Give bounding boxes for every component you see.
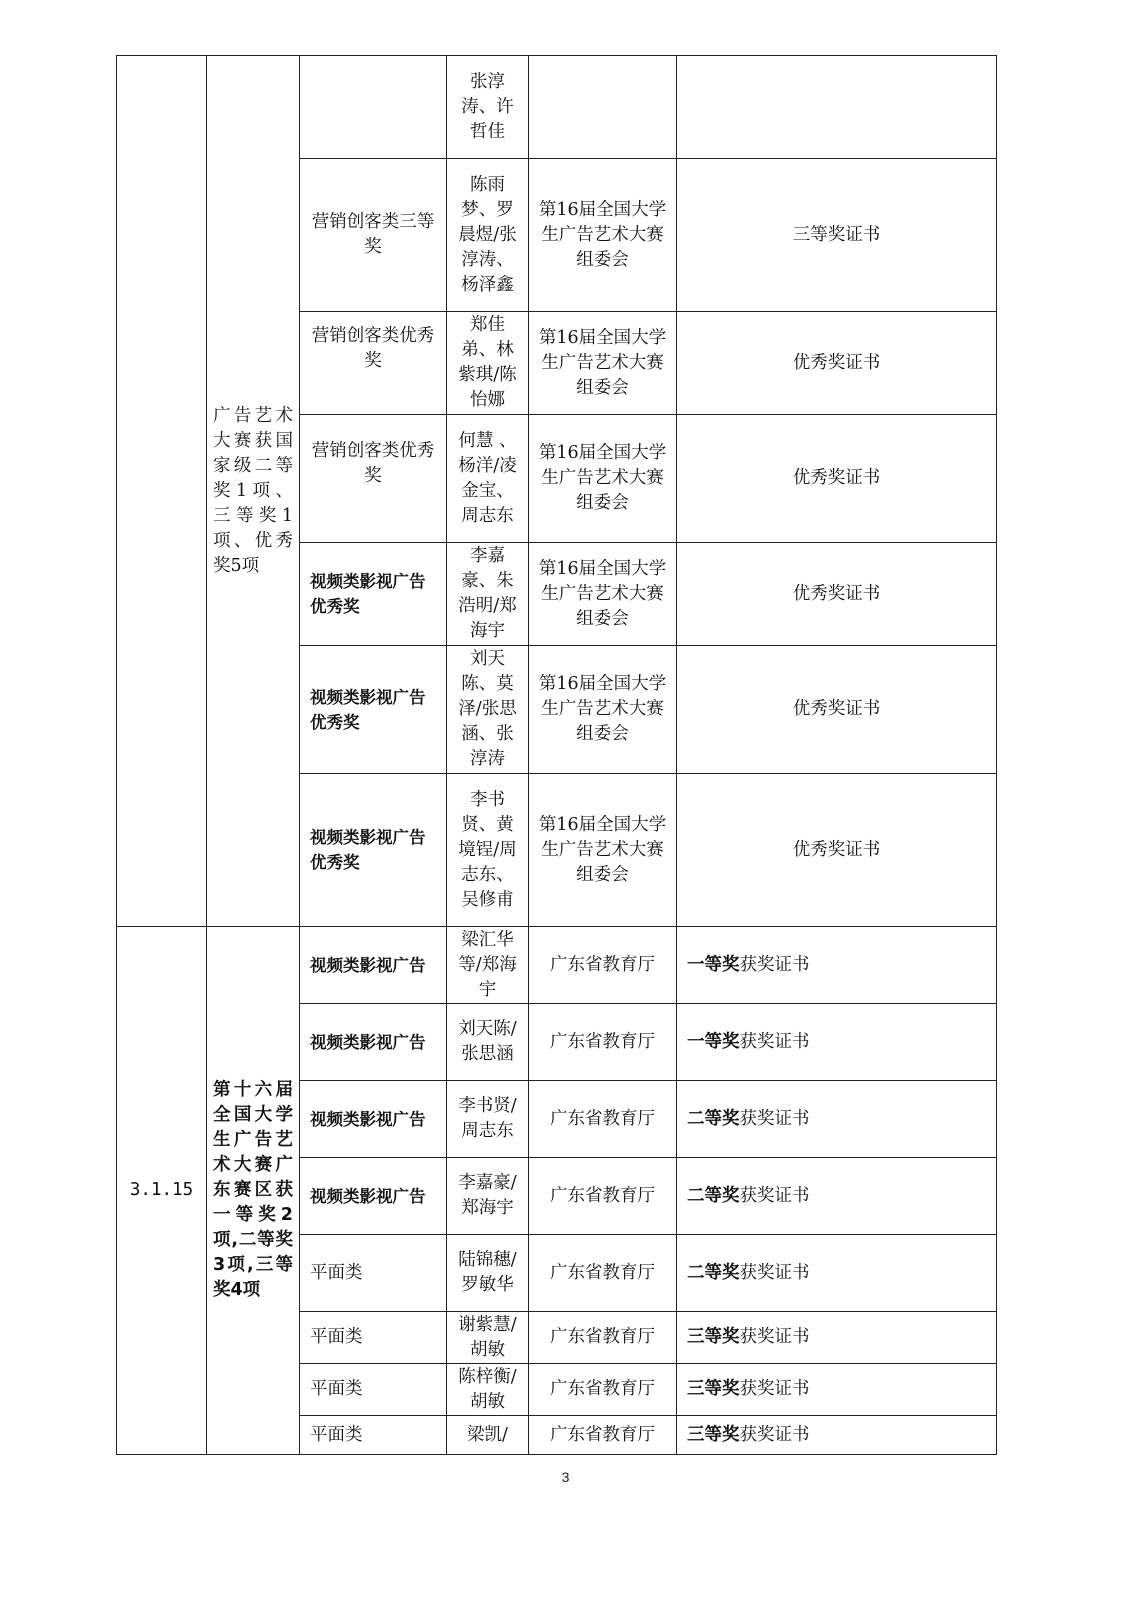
category-cell: 视频类影视广告 — [300, 1158, 447, 1235]
organizer-cell: 第16届全国大学生广告艺术大赛组委会 — [529, 312, 677, 415]
certificate-grade: 三等奖 — [687, 1379, 740, 1399]
certificate-cell — [677, 1364, 997, 1416]
certificate-cell — [677, 1312, 997, 1364]
certificate-label: 获奖证书 — [739, 1108, 810, 1129]
organizer-cell: 广东省教育厅 — [529, 1004, 677, 1081]
table-row — [117, 927, 997, 1004]
certificate-cell: 优秀奖证书 — [677, 312, 997, 415]
organizer-cell: 第16届全国大学生广告艺术大赛组委会 — [529, 543, 677, 646]
certificate-grade: 二等奖 — [687, 1262, 740, 1283]
certificate-cell: 优秀奖证书 — [677, 543, 997, 646]
organizer-cell: 第16届全国大学生广告艺术大赛组委会 — [529, 774, 677, 927]
names-cell: 李嘉豪/郑海宇 — [447, 1158, 529, 1235]
names-cell: 郑佳弟、林紫琪/陈怡娜 — [447, 312, 529, 415]
item-number-cell — [117, 56, 207, 927]
certificate-label: 获奖证书 — [739, 1327, 810, 1347]
organizer-cell: 广东省教育厅 — [529, 1081, 677, 1158]
names-cell: 谢紫慧/胡敏 — [447, 1312, 529, 1364]
certificate-label: 获奖证书 — [739, 1424, 810, 1445]
category-cell: 视频类影视广告 — [300, 1081, 447, 1158]
certificate-label: 获奖证书 — [739, 1185, 810, 1206]
item-description-text: 第十六届全国大学生广告艺术大赛广东赛区获一等奖2项,二等奖3项,三等奖4项 — [213, 1080, 293, 1300]
item-number-cell: 3.1.15 — [117, 927, 207, 1455]
page-number: 3 — [561, 1469, 570, 1485]
names-cell: 李书贤、黄境锃/周志东、吴修甫 — [447, 774, 529, 927]
organizer-cell: 第16届全国大学生广告艺术大赛组委会 — [529, 159, 677, 312]
names-cell: 李书贤/周志东 — [447, 1081, 529, 1158]
certificate-label: 获奖证书 — [739, 954, 810, 975]
category-cell: 平面类 — [300, 1416, 447, 1455]
organizer-cell: 广东省教育厅 — [529, 1235, 677, 1312]
certificate-cell — [677, 1004, 997, 1081]
certificate-cell — [677, 1158, 997, 1235]
organizer-cell: 第16届全国大学生广告艺术大赛组委会 — [529, 415, 677, 543]
names-cell: 陆锦穗/罗敏华 — [447, 1235, 529, 1312]
certificate-cell: 优秀奖证书 — [677, 646, 997, 774]
certificate-cell — [677, 1235, 997, 1312]
names-cell: 张淳涛、许哲佳 — [447, 56, 529, 159]
table-row — [117, 56, 997, 159]
category-cell: 视频类影视广告优秀奖 — [300, 774, 447, 927]
certificate-cell — [677, 927, 997, 1004]
names-cell: 梁汇华等/郑海宇 — [447, 927, 529, 1004]
names-cell: 刘天陈/张思涵 — [447, 1004, 529, 1081]
category-cell: 营销创客类优秀奖 — [300, 312, 447, 415]
category-cell: 视频类影视广告优秀奖 — [300, 543, 447, 646]
category-cell: 平面类 — [300, 1235, 447, 1312]
category-cell: 营销创客类优秀奖 — [300, 415, 447, 543]
awards-table — [116, 55, 997, 1455]
category-cell: 平面类 — [300, 1312, 447, 1364]
names-cell: 李嘉豪、朱浩明/郑海宇 — [447, 543, 529, 646]
certificate-label: 获奖证书 — [739, 1379, 810, 1399]
names-cell: 陈雨梦、罗晨煜/张淳涛、杨泽鑫 — [447, 159, 529, 312]
organizer-cell: 广东省教育厅 — [529, 1312, 677, 1364]
certificate-cell — [677, 56, 997, 159]
category-cell: 视频类影视广告 — [300, 927, 447, 1004]
item-description-cell — [207, 927, 300, 1455]
certificate-grade: 二等奖 — [687, 1108, 740, 1129]
category-cell: 营销创客类三等奖 — [300, 159, 447, 312]
names-cell: 梁凯/ — [447, 1416, 529, 1455]
organizer-cell: 广东省教育厅 — [529, 1158, 677, 1235]
certificate-grade: 二等奖 — [687, 1185, 740, 1206]
certificate-label: 获奖证书 — [739, 1262, 810, 1283]
certificate-grade: 一等奖 — [687, 1031, 740, 1052]
item-description-cell: 广告艺术大赛获国家级二等奖1项、三等奖1项、优秀奖5项 — [207, 56, 300, 927]
certificate-cell: 优秀奖证书 — [677, 415, 997, 543]
names-cell: 何慧 、杨洋/凌金宝、周志东 — [447, 415, 529, 543]
certificate-cell — [677, 1416, 997, 1455]
certificate-cell: 三等奖证书 — [677, 159, 997, 312]
certificate-grade: 三等奖 — [687, 1424, 740, 1445]
certificate-grade: 一等奖 — [687, 954, 740, 975]
category-cell — [300, 56, 447, 159]
category-cell: 平面类 — [300, 1364, 447, 1416]
organizer-cell — [529, 56, 677, 159]
certificate-grade: 三等奖 — [687, 1327, 740, 1347]
organizer-cell: 广东省教育厅 — [529, 1364, 677, 1416]
category-cell: 视频类影视广告优秀奖 — [300, 646, 447, 774]
organizer-cell: 广东省教育厅 — [529, 1416, 677, 1455]
names-cell: 陈梓衡/胡敏 — [447, 1364, 529, 1416]
organizer-cell: 广东省教育厅 — [529, 927, 677, 1004]
certificate-label: 获奖证书 — [739, 1031, 810, 1052]
certificate-cell — [677, 1081, 997, 1158]
category-cell: 视频类影视广告 — [300, 1004, 447, 1081]
organizer-cell: 第16届全国大学生广告艺术大赛组委会 — [529, 646, 677, 774]
certificate-cell: 优秀奖证书 — [677, 774, 997, 927]
names-cell: 刘天陈、莫泽/张思涵、张淳涛 — [447, 646, 529, 774]
